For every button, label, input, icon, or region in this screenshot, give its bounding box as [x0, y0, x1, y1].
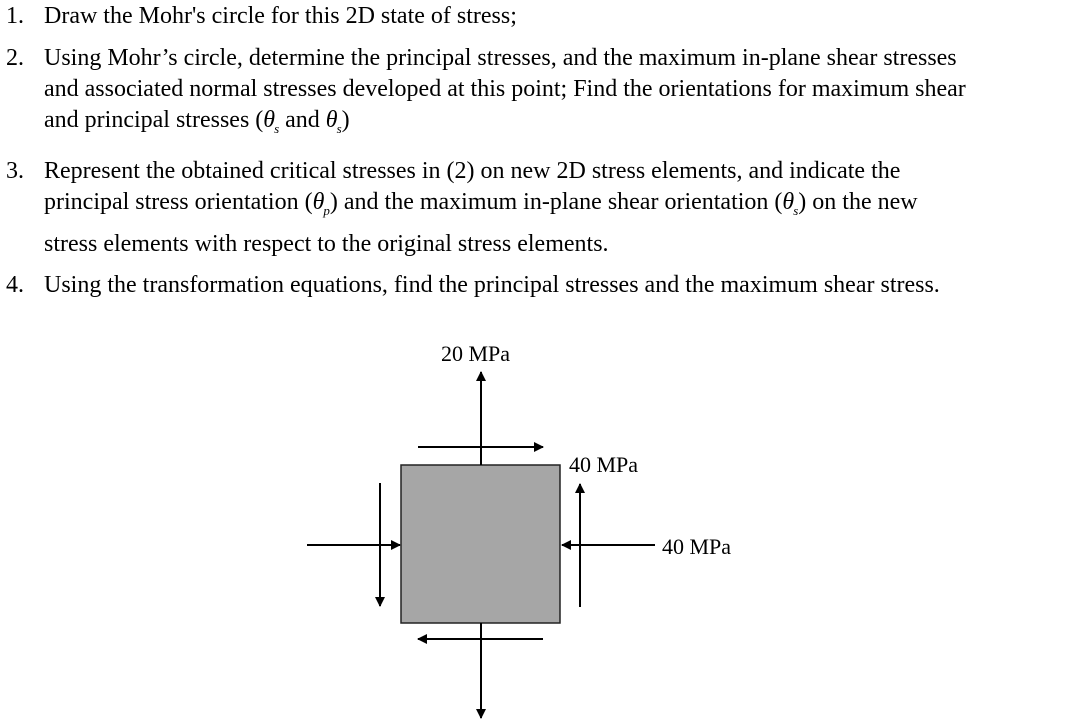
question-text: Represent the obtained critical stresses in (2) on new 2D stress elements, and indicate the principal stress orientation $(\theta_p)$ and the maximum in-plane shear orientation $(\theta_s)$ on the new stress elements with respect to the original stress elements.: [44, 158, 918, 257]
label-normal-vertical: 20 MPa: [441, 341, 511, 366]
question-text: Using Mohr’s circle, determine the principal stresses, and the maximum in-plane shear stresses and associated normal stresses developed at this point; Find the orientations for maximum shear and principal stresses ($\theta_s$ and $\theta_s$): [44, 45, 966, 136]
theta-symbol: θ: [782, 189, 795, 215]
theta-symbol: θ: [312, 189, 325, 215]
theta-symbol: θ: [325, 107, 338, 133]
question-number: 2.: [6, 45, 24, 71]
question-number: 1.: [6, 3, 24, 29]
stress-element-square: [401, 465, 560, 623]
question-number: 4.: [6, 272, 24, 298]
question-text: Using the transformation equations, find the principal stresses and the maximum shear stress.: [44, 272, 940, 298]
label-normal-horizontal: 40 MPa: [662, 534, 732, 559]
question-number: 3.: [6, 158, 24, 184]
label-shear: 40 MPa: [569, 452, 639, 477]
theta-symbol: θ: [263, 107, 276, 133]
question-text: Draw the Mohr's circle for this 2D state of stress;: [44, 3, 517, 29]
